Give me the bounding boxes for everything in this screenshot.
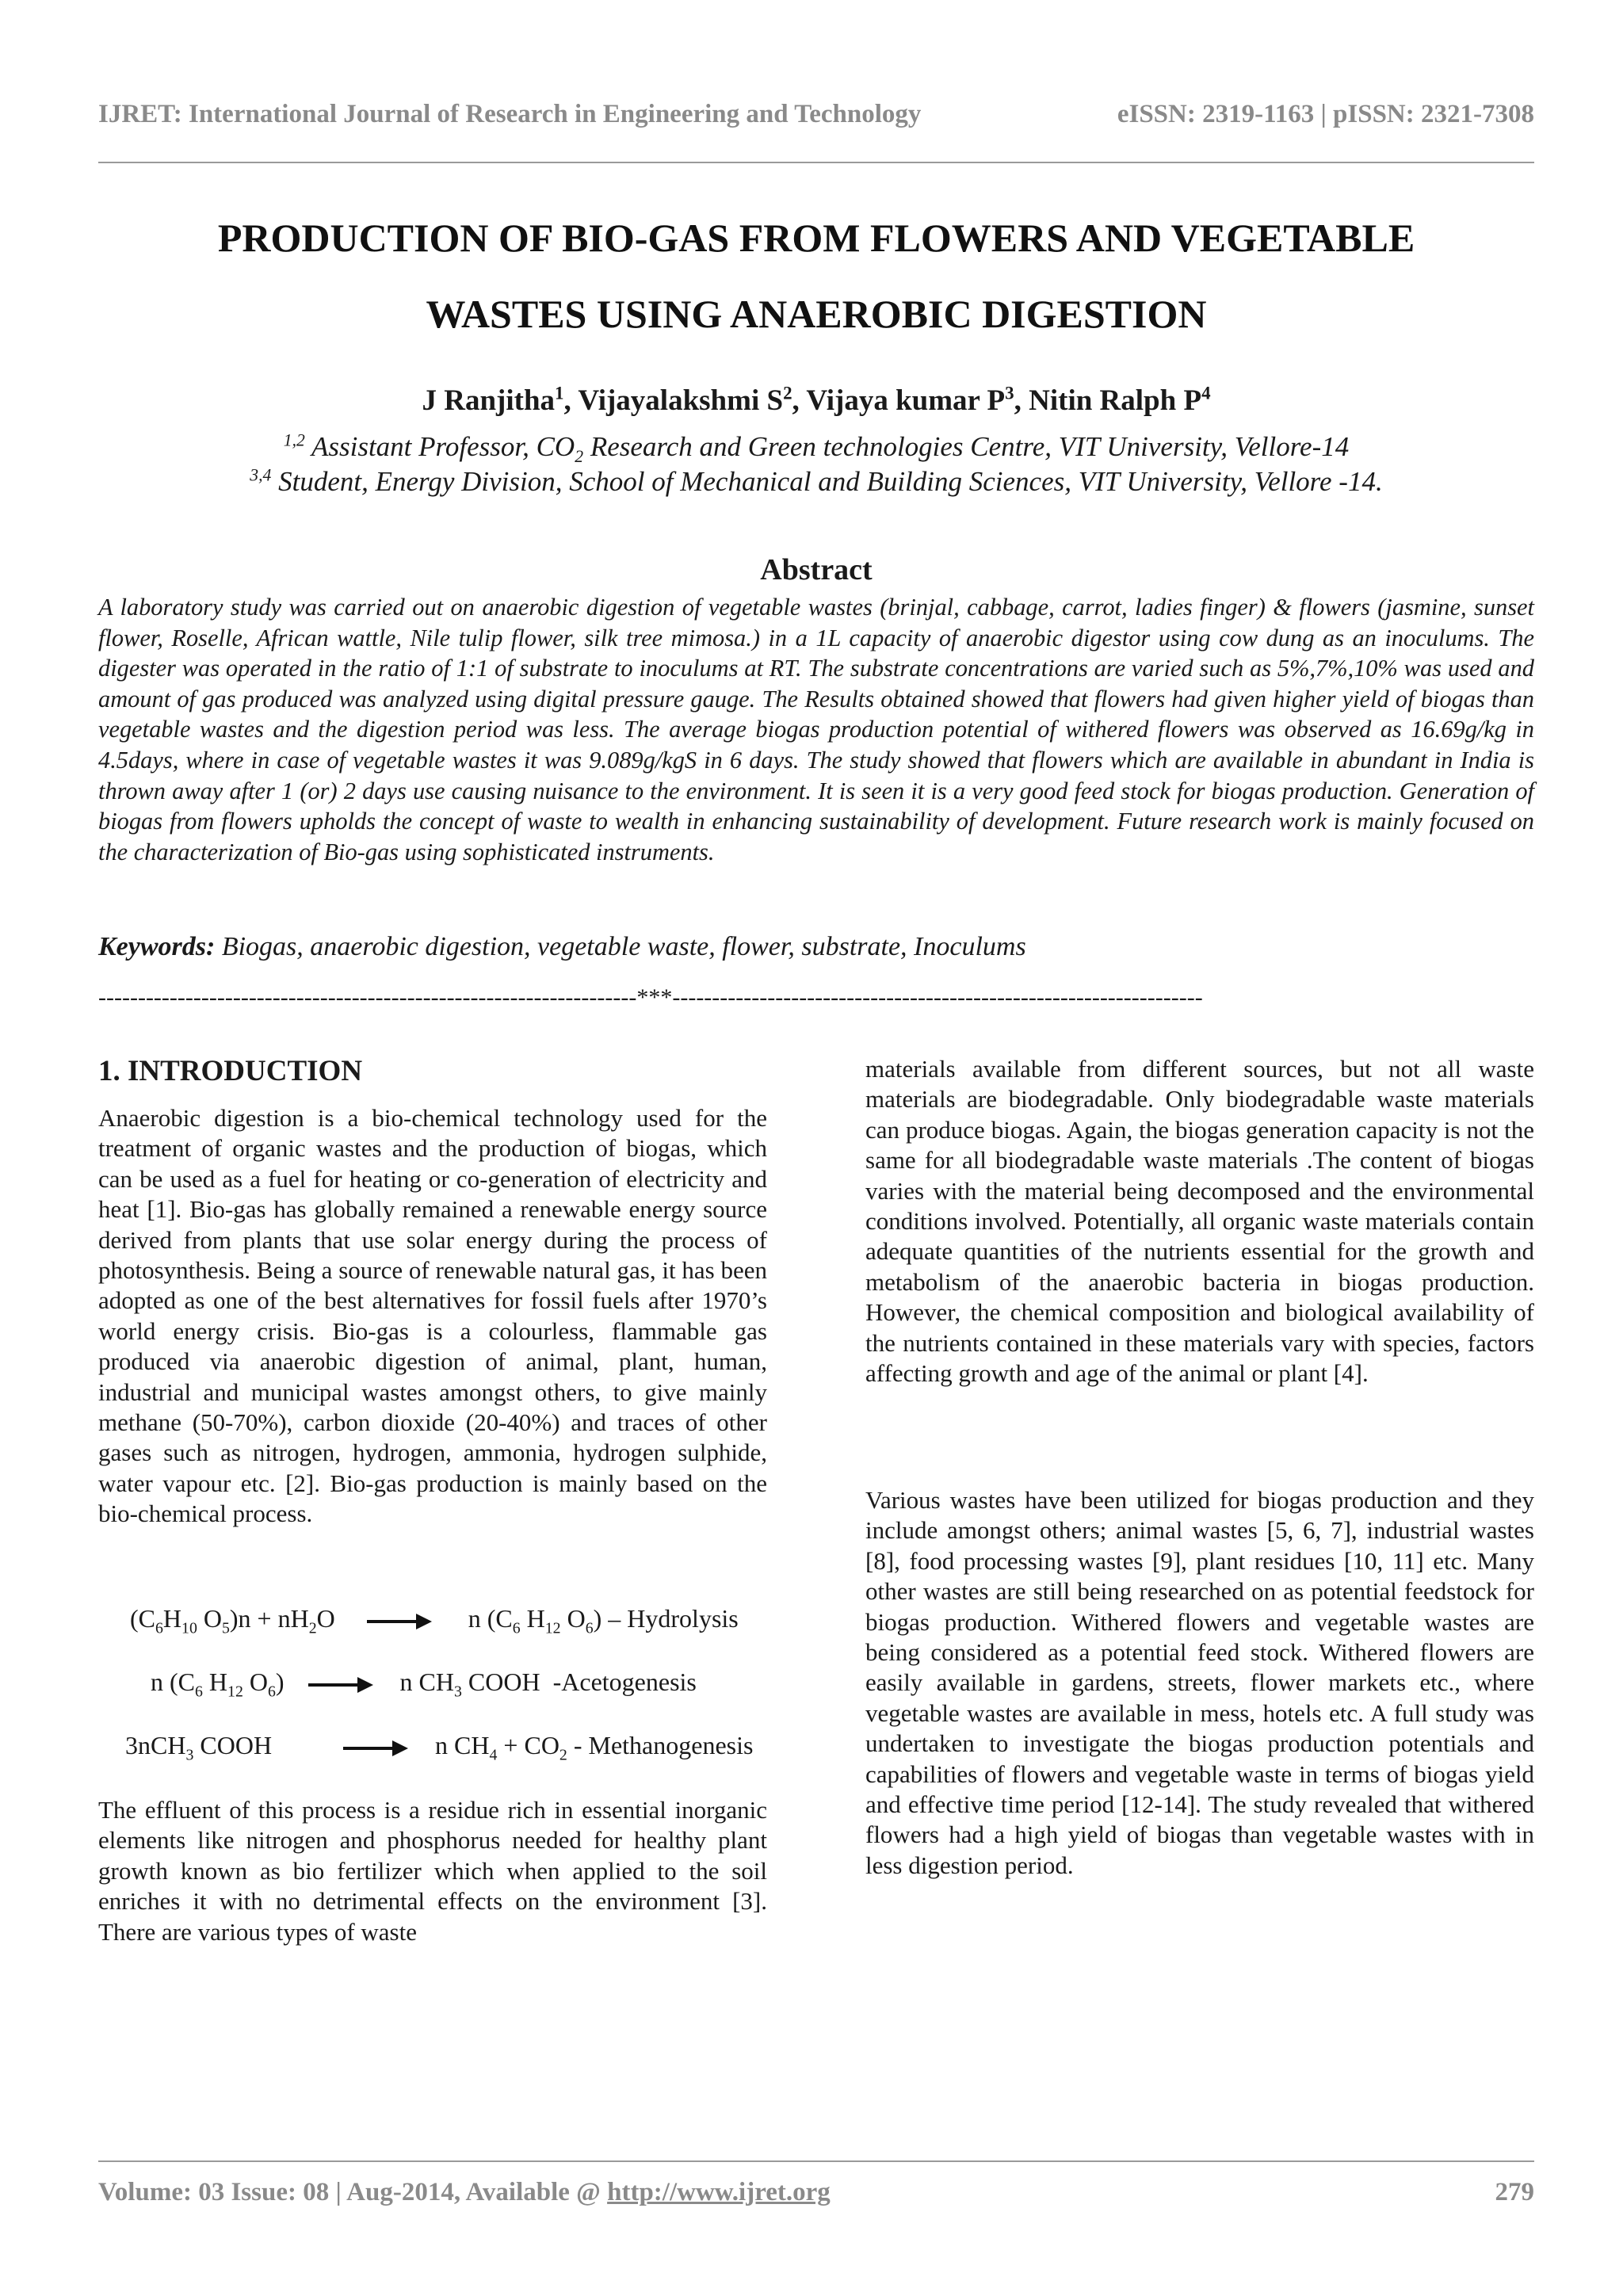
- abstract-heading: Abstract: [760, 553, 873, 586]
- author-list: [98, 384, 1534, 418]
- author-4: Nitin Ralph $P^4$: [1029, 383, 1211, 417]
- section-heading-introduction: 1. INTRODUCTION: [98, 1055, 363, 1087]
- reaction-arrow-icon: [367, 1620, 429, 1623]
- keywords: [98, 932, 1534, 962]
- page-number: 279: [1495, 2178, 1534, 2206]
- footer-rule: [98, 2160, 1534, 2162]
- journal-header: IJRET: International Journal of Research in Engineering and Technology: [98, 100, 922, 128]
- intro-paragraph-3: materials available from different sources, but not all waste materials are biodegradable. Only biodegradable waste materials can produce biogas. Again, the biogas generation capacity is not the same for all biodegradable waste materials .The content of biogas varies with the material being decomposed and the environmental conditions involved. Potentially, all organic waste materials contain adequate quantities of the nutrients essential for the growth and metabolism of the anaerobic bacteria in biogas production. However, the chemical composition and biological availability of the nutrients contained in these materials vary with species, factors affecting growth and age of the animal or plant [4].: [865, 1055, 1534, 1388]
- reaction-arrow-icon: [343, 1747, 405, 1750]
- equation-hydrolysis: ($C_6H_{10}$ $O_5)n + nH_2O$ n ($C_6$ $H_{12}$ $O_6$) – Hydrolysis: [130, 1604, 739, 1637]
- intro-paragraph-2: The effluent of this process is a residue rich in essential inorganic elements like nitrogen and phosphorus needed for healthy plant growth known as bio fertilizer which when applied to the soil enriches it with no detrimental effects on the environment [3]. There are various types of waste: [98, 1796, 767, 1946]
- title-line-2: WASTES USING ANAEROBIC DIGESTION: [426, 292, 1207, 336]
- intro-paragraph-4: Various wastes have been utilized for biogas production and they include amongst others; animal wastes [5, 6, 7], industrial wastes [8], food processing wastes [9], plant residues [10, 11] etc. Many other wastes are still being researched on as potential feedstock for biogas production. Withered flowers and vegetable wastes are being considered as a potential feed stock. Withered flowers are easily available in gardens, streets, flower markets etc., where vegetable wastes are available in mess, hotels etc. A full study was undertaken to investigate the biogas production potentials and capabilities of flowers and vegetable waste in terms of biogas yield and effective time period [12-14]. The study revealed that withered flowers had a high yield of biogas than vegetable wastes with in less digestion period.: [865, 1486, 1534, 1879]
- abstract-text: A laboratory study was carried out on anaerobic digestion of vegetable wastes (brinjal, cabbage, carrot, ladies finger) & flowers (jasmine, sunset flower, Roselle, African wattle, Nile tulip flower, silk tree mimosa.) in a 1L capacity of anaerobic digestor using cow dung as an inoculums. The digester was operated in the ratio of 1:1 of substrate to inoculums at RT. The substrate concentrations are varied such as 5%,7%,10% was used and amount of gas produced was analyzed using digital pressure gauge. The Results obtained showed that flowers had given higher yield of biogas than vegetable wastes and the digestion period was less. The average biogas production potential of withered flowers was observed as 16.69g/kg in 4.5days, where in case of vegetable wastes it was 9.089g/kgS in 6 days. The study showed that flowers which are available in abundant in India is thrown away after 1 (or) 2 days use causing nuisance to the environment. It is seen it is a very good feed stock for biogas production. Generation of biogas from flowers upholds the concept of waste to wealth in enhancing sustainability of development. Future research work is mainly focused on the characterization of Bio-gas using sophisticated instruments.: [98, 594, 1534, 865]
- intro-paragraph-1: Anaerobic digestion is a bio-chemical technology used for the treatment of organic wastes and the production of biogas, which can be used as a fuel for heating or co-generation of electricity and heat [1]. Bio-gas has globally remained a renewable energy source derived from plants that use solar energy during the process of photosynthesis. Being a source of renewable natural gas, it has been adopted as one of the best alternatives for fossil fuels after 1970’s world energy crisis. Bio-gas is a colourless, flammable gas produced via anaerobic digestion of animal, plant, human, industrial and municipal wastes amongst others, to give mainly methane (50-70%), carbon dioxide (20-40%) and traces of other gases such as nitrogen, hydrogen, ammonia, hydrogen sulphide, water vapour etc. [2]. Bio-gas production is mainly based on the bio-chemical process.: [98, 1104, 767, 1528]
- affiliation-2: $^{3,4}$ Student, Energy Division, School of Mechanical and Building Sciences, VIT University, Vellore -14.: [250, 465, 1383, 497]
- journal-link[interactable]: http://www.ijret.org: [607, 2178, 831, 2206]
- footer-volume: Volume: 03 Issue: 08 | Aug-2014, Available @ http://www.ijret.org: [98, 2178, 831, 2206]
- reaction-arrow-icon: [308, 1683, 370, 1687]
- keywords-text: Biogas, anaerobic digestion, vegetable waste, flower, substrate, Inoculums: [215, 932, 1026, 961]
- affiliation-1: $^{1,2}$ Assistant Professor, $CO_2$ Research and Green technologies Centre, VIT University, Vellore-14: [283, 430, 1350, 466]
- equation-methanogenesis: 3nCH$_3$ COOH n $CH_4 + CO_2$ - Methanogenesis: [125, 1731, 754, 1764]
- author-1: J Ranjitha$^1$,: [422, 383, 579, 417]
- section-separator: --------------------------------------------------------------------***-------------------------------------------------------------------: [98, 984, 1203, 1010]
- keywords-label: Keywords:: [98, 932, 216, 961]
- equation-acetogenesis: n ($C_6$ $H_{12}$ $O_6$) n $CH_3$ COOH -Acetogenesis: [151, 1668, 697, 1701]
- issn-header: eISSN: 2319-1163 | pISSN: 2321-7308: [1117, 100, 1534, 128]
- paper-title: [98, 200, 1534, 352]
- header-rule: [98, 162, 1534, 163]
- author-2: Vijayalakshmi $S^2$,: [578, 383, 807, 417]
- title-line-1: PRODUCTION OF BIO-GAS FROM FLOWERS AND VEGETABLE: [217, 216, 1415, 260]
- author-3: Vijaya kumar $P^3$,: [806, 383, 1029, 417]
